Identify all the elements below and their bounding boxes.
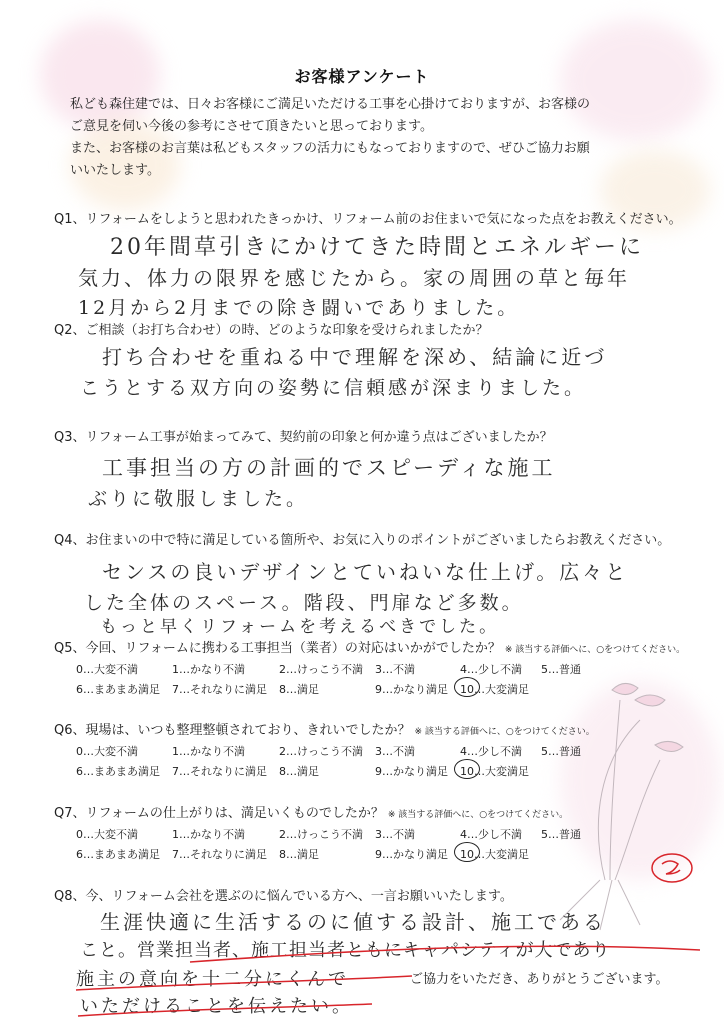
question-5-text: Q5、今回、リフォームに携わる工事担当（業者）の対応はいかがでしたか？ [54, 641, 501, 656]
rating-option-1[interactable]: 1…かなり不満 [172, 663, 245, 676]
rating-option-7[interactable]: 7…それなりに満足 [172, 765, 267, 778]
question-5-note: ※ 該当する評価へに、○をつけてください。 [504, 645, 686, 655]
rating-option-0[interactable]: 0…大変不満 [76, 828, 138, 841]
answer-4-line: センスの良いデザインとていねいな仕上げ。広々と [102, 560, 629, 584]
survey-title: お客様アンケート [294, 67, 430, 86]
rating-option-7[interactable]: 7…それなりに満足 [172, 683, 267, 696]
rating-option-3[interactable]: 3…不満 [375, 828, 415, 841]
rating-option-2[interactable]: 2…けっこう不満 [279, 663, 363, 676]
rating-option-9[interactable]: 9…かなり満足 [375, 683, 448, 696]
rating-option-8[interactable]: 8…満足 [279, 683, 319, 696]
rating-option-3[interactable]: 3…不満 [375, 745, 415, 758]
answer-8-line: いただけることを伝えたい。 [80, 996, 353, 1017]
answer-8-line: 施主の意向を十二分にくんで [76, 969, 349, 990]
rating-option-1[interactable]: 1…かなり不満 [172, 745, 245, 758]
answer-1-line: 20年間草引きにかけてきた時間とエネルギーに [110, 235, 644, 260]
rating-option-2[interactable]: 2…けっこう不満 [279, 745, 363, 758]
answer-8-line: こと。営業担当者、施工担当者ともにキャパシティが大であり [80, 940, 611, 961]
intro-line: ご意見を伺い今後の参考にさせて頂きたいと思っております。 [70, 119, 433, 134]
rating-option-4[interactable]: 4…少し不満 [460, 828, 522, 841]
rating-option-1[interactable]: 1…かなり不満 [172, 828, 245, 841]
answer-3-line: ぶりに敬服しました。 [88, 488, 309, 510]
rating-option-6[interactable]: 6…まあまあ満足 [76, 683, 160, 696]
rating-option-8[interactable]: 8…満足 [279, 848, 319, 861]
answer-1-line: 12月から2月までの除き闘いでありました。 [78, 297, 520, 319]
answer-4-line: もっと早くリフォームを考えるべきでした。 [100, 617, 500, 637]
intro-line: また、お客様のお言葉は私どもスタッフの活力にもなっておりますので、ぜひご協力お願 [70, 141, 590, 156]
answer-1-line: 気力、体力の限界を感じたから。家の周囲の草と毎年 [78, 266, 630, 290]
rating-option-6[interactable]: 6…まあまあ満足 [76, 848, 160, 861]
question-7-text: Q7、リフォームの仕上がりは、満足いくものでしたか？ [54, 806, 384, 821]
rating-option-5[interactable]: 5…普通 [541, 663, 581, 676]
question-3: Q3、リフォーム工事が始まってみて、契約前の印象と何か違う点はございましたか？ [54, 430, 553, 445]
intro-line: 私ども森住建では、日々お客様にご満足いただける工事を心掛けておりますが、お客様の [70, 97, 591, 112]
intro-line: いいたします。 [70, 163, 160, 178]
rating-option-2[interactable]: 2…けっこう不満 [279, 828, 363, 841]
rating-option-3[interactable]: 3…不満 [375, 663, 415, 676]
answer-4-line: した全体のスペース。階段、門扉など多数。 [84, 592, 524, 614]
question-8: Q8、今、リフォーム会社を選ぶのに悩んでいる方へ、一言お願いいたします。 [54, 889, 513, 904]
rating-option-10-selected[interactable]: 10…大変満足 [460, 765, 529, 778]
answer-2-line: 打ち合わせを重ねる中で理解を深め、結論に近づ [102, 345, 608, 369]
rating-option-5[interactable]: 5…普通 [541, 745, 581, 758]
closing-text: ご協力をいただき、ありがとうございます。 [410, 972, 669, 987]
question-7-note: ※ 該当する評価へに、○をつけてください。 [387, 810, 569, 820]
question-6-text: Q6、現場は、いつも整理整頓されており、きれいでしたか？ [54, 723, 411, 738]
rating-option-4[interactable]: 4…少し不満 [460, 663, 522, 676]
rating-option-0[interactable]: 0…大変不満 [76, 745, 138, 758]
rating-option-7[interactable]: 7…それなりに満足 [172, 848, 267, 861]
rating-option-9[interactable]: 9…かなり満足 [375, 848, 448, 861]
answer-3-line: 工事担当の方の計画的でスピーディな施工 [102, 456, 556, 480]
rating-option-9[interactable]: 9…かなり満足 [375, 765, 448, 778]
rating-option-0[interactable]: 0…大変不満 [76, 663, 138, 676]
question-2: Q2、ご相談（お打ち合わせ）の時、どのような印象を受けられましたか？ [54, 323, 489, 338]
question-4: Q4、お住まいの中で特に満足している箇所や、お気に入りのポイントがございましたらお教えください。 [54, 533, 671, 548]
rating-option-10-selected[interactable]: 10…大変満足 [460, 848, 529, 861]
rating-option-10-selected[interactable]: 10…大変満足 [460, 683, 529, 696]
rating-option-4[interactable]: 4…少し不満 [460, 745, 522, 758]
question-6-note: ※ 該当する評価へに、○をつけてください。 [414, 727, 595, 737]
answer-2-line: こうとする双方向の姿勢に信頼感が深まりました。 [80, 377, 587, 399]
rating-option-6[interactable]: 6…まあまあ満足 [76, 765, 160, 778]
rating-option-5[interactable]: 5…普通 [541, 828, 581, 841]
answer-8-line: 生涯快適に生活するのに値する設計、施工である [100, 910, 606, 934]
rating-option-8[interactable]: 8…満足 [279, 765, 319, 778]
question-1: Q1、リフォームをしようと思われたきっかけ、リフォーム前のお住まいで気になった点をお教えください。 [54, 212, 682, 227]
